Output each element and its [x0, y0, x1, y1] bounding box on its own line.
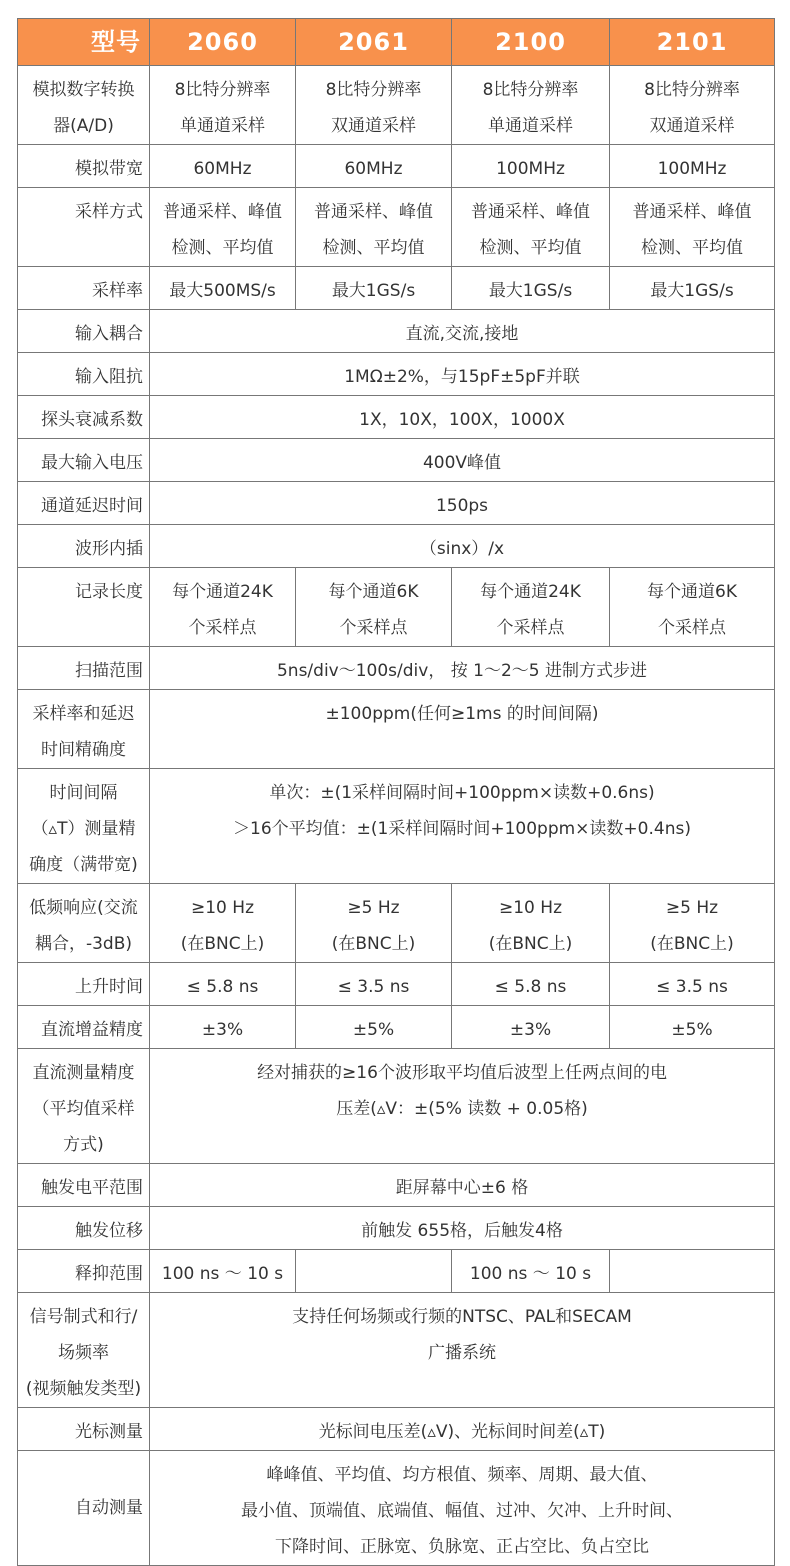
label-line: 时间间隔: [49, 783, 118, 803]
cell-line: ≥10 Hz: [499, 898, 562, 918]
cell-sample-rate-2061: 最大1GS/s: [296, 267, 452, 310]
cell-line: 最小值、顶端值、底端值、幅值、过冲、欠冲、上升时间、: [241, 1501, 683, 1521]
cell-line: (在BNC上): [488, 934, 573, 954]
label-line: 模拟数字转换: [32, 80, 135, 100]
cell-line: 支持任何场频或行频的NTSC、PAL和SECAM: [292, 1307, 632, 1327]
row-dc-gain: [18, 1006, 775, 1049]
row-dc-measure: [18, 1049, 775, 1164]
cell-bandwidth-2101: 100MHz: [610, 145, 775, 188]
header-model-2060: 2060: [150, 19, 296, 66]
cell-dc-gain-2060: ±3%: [150, 1006, 296, 1049]
cell-sampling-mode-2061: [296, 188, 452, 267]
cell-dc-gain-2100: ±3%: [452, 1006, 610, 1049]
row-max-input-voltage: [18, 439, 775, 482]
label-line: 耦合，-3dB): [34, 934, 133, 954]
cell-record-length-2061: [296, 568, 452, 647]
cell-sample-rate-2101: 最大1GS/s: [610, 267, 775, 310]
cell-line: 双通道采样: [331, 116, 416, 136]
row-trigger-offset: [18, 1207, 775, 1250]
cell-ad-2060: [150, 66, 296, 145]
cell-rise-time-2060: ≤ 5.8 ns: [150, 963, 296, 1006]
label-line: 信号制式和行/: [29, 1307, 138, 1327]
cell-line: 8比特分辨率: [325, 80, 422, 100]
cell-sweep-range: 5ns/div～100s/div， 按 1～2～5 进制方式步进: [150, 647, 775, 690]
cell-line: ＞16个平均值：±(1采样间隔时间+100ppm×读数+0.4ns): [233, 819, 691, 839]
cell-line: 单通道采样: [180, 116, 265, 136]
label-line: 时间精确度: [41, 740, 126, 760]
label-line: （平均值采样: [32, 1099, 135, 1119]
cell-line: 每个通道24K: [480, 582, 581, 602]
label-max-input-voltage: 最大输入电压: [18, 439, 150, 482]
cell-cursor: 光标间电压差(▵V)、光标间时间差(▵T): [150, 1408, 775, 1451]
header-model-2100: 2100: [452, 19, 610, 66]
cell-line: 每个通道6K: [647, 582, 737, 602]
cell-line: 8比特分辨率: [174, 80, 271, 100]
label-trigger-level: 触发电平范围: [18, 1164, 150, 1207]
cell-line: 广播系统: [428, 1343, 496, 1363]
label-line: 场频率: [58, 1343, 109, 1363]
label-cursor: 光标测量: [18, 1408, 150, 1451]
cell-low-freq-2100: [452, 884, 610, 963]
row-bandwidth: [18, 145, 775, 188]
cell-video-trigger: [150, 1293, 775, 1408]
cell-line: 单次：±(1采样间隔时间+100ppm×读数+0.6ns): [269, 783, 655, 803]
row-probe-attenuation: [18, 396, 775, 439]
row-sample-rate: [18, 267, 775, 310]
row-ad: [18, 66, 775, 145]
row-interval-accuracy: [18, 769, 775, 884]
cell-record-length-2100: [452, 568, 610, 647]
cell-dc-gain-2061: ±5%: [296, 1006, 452, 1049]
cell-sampling-mode-2101: [610, 188, 775, 267]
cell-ad-2061: [296, 66, 452, 145]
cell-rise-time-2100: ≤ 5.8 ns: [452, 963, 610, 1006]
cell-ad-2101: [610, 66, 775, 145]
label-low-freq-response: [18, 884, 150, 963]
label-dc-gain: 直流增益精度: [18, 1006, 150, 1049]
cell-rise-time-2061: ≤ 3.5 ns: [296, 963, 452, 1006]
cell-bandwidth-2061: 60MHz: [296, 145, 452, 188]
cell-probe-attenuation: 1X，10X，100X，1000X: [150, 396, 775, 439]
cell-line: (在BNC上): [650, 934, 734, 954]
cell-sample-rate-2100: 最大1GS/s: [452, 267, 610, 310]
cell-record-length-2060: [150, 568, 296, 647]
cell-channel-delay: 150ps: [150, 482, 775, 525]
header-model-label: 型号: [18, 19, 150, 66]
label-interval-accuracy: [18, 769, 150, 884]
cell-record-length-2101: [610, 568, 775, 647]
row-sweep-range: [18, 647, 775, 690]
label-line: 确度（满带宽): [29, 855, 138, 875]
cell-line: 压差(▵V：±(5% 读数 + 0.05格): [336, 1099, 588, 1119]
row-trigger-level: [18, 1164, 775, 1207]
cell-line: 个采样点: [496, 618, 565, 638]
label-interpolation: 波形内插: [18, 525, 150, 568]
label-holdoff: 释抑范围: [18, 1250, 150, 1293]
spec-table: [17, 18, 775, 1566]
label-line: 采样率和延迟: [32, 704, 135, 724]
label-line: 直流测量精度: [32, 1063, 135, 1083]
row-input-impedance: [18, 353, 775, 396]
row-video-trigger: [18, 1293, 775, 1408]
cell-sample-rate-2060: 最大500MS/s: [150, 267, 296, 310]
cell-line: (在BNC上): [180, 934, 265, 954]
header-model-2061: 2061: [296, 19, 452, 66]
cell-line: 普通采样、峰值: [314, 202, 433, 222]
header-row: [18, 19, 775, 66]
label-probe-attenuation: 探头衰减系数: [18, 396, 150, 439]
cell-line: 双通道采样: [649, 116, 735, 136]
cell-line: ≥10 Hz: [191, 898, 254, 918]
label-line: 低频响应(交流: [29, 898, 138, 918]
cell-line: 检测、平均值: [479, 238, 582, 258]
cell-rate-delay-accuracy: ±100ppm(任何≥1ms 的时间间隔): [150, 690, 775, 769]
cell-sampling-mode-2060: [150, 188, 296, 267]
cell-line: 8比特分辨率: [644, 80, 740, 100]
row-low-freq-response: [18, 884, 775, 963]
label-bandwidth: 模拟带宽: [18, 145, 150, 188]
label-input-impedance: 输入阻抗: [18, 353, 150, 396]
cell-ad-2100: [452, 66, 610, 145]
label-dc-measure: [18, 1049, 150, 1164]
cell-line: 下降时间、正脉宽、负脉宽、正占空比、负占空比: [275, 1537, 649, 1557]
cell-line: 单通道采样: [488, 116, 573, 136]
label-line: 方式): [63, 1135, 104, 1155]
cell-line: 个采样点: [188, 618, 257, 638]
cell-input-impedance: 1MΩ±2%，与15pF±5pF并联: [150, 353, 775, 396]
cell-trigger-offset: 前触发 655格，后触发4格: [150, 1207, 775, 1250]
row-sampling-mode: [18, 188, 775, 267]
label-channel-delay: 通道延迟时间: [18, 482, 150, 525]
label-rise-time: 上升时间: [18, 963, 150, 1006]
label-trigger-offset: 触发位移: [18, 1207, 150, 1250]
cell-dc-measure: [150, 1049, 775, 1164]
label-record-length: 记录长度: [18, 568, 150, 647]
cell-line: 峰峰值、平均值、均方根值、频率、周期、最大值、: [266, 1465, 658, 1485]
cell-auto-measure: [150, 1451, 775, 1566]
cell-line: (在BNC上): [331, 934, 416, 954]
label-line: (视频触发类型): [25, 1379, 142, 1399]
label-sample-rate: 采样率: [18, 267, 150, 310]
cell-low-freq-2060: [150, 884, 296, 963]
cell-line: 个采样点: [339, 618, 408, 638]
label-rate-delay-accuracy: [18, 690, 150, 769]
cell-line: 每个通道6K: [328, 582, 419, 602]
cell-holdoff-2061: [296, 1250, 452, 1293]
cell-interpolation: （sinx）/x: [150, 525, 775, 568]
row-holdoff: [18, 1250, 775, 1293]
cell-rise-time-2101: ≤ 3.5 ns: [610, 963, 775, 1006]
cell-holdoff-2060: 100 ns ～ 10 s: [150, 1250, 296, 1293]
cell-line: 普通采样、峰值: [471, 202, 590, 222]
label-input-coupling: 输入耦合: [18, 310, 150, 353]
label-sweep-range: 扫描范围: [18, 647, 150, 690]
cell-dc-gain-2101: ±5%: [610, 1006, 775, 1049]
cell-line: 检测、平均值: [641, 238, 743, 258]
label-sampling-mode: 采样方式: [18, 188, 150, 267]
cell-bandwidth-2060: 60MHz: [150, 145, 296, 188]
cell-holdoff-2101: [610, 1250, 775, 1293]
cell-max-input-voltage: 400V峰值: [150, 439, 775, 482]
cell-low-freq-2101: [610, 884, 775, 963]
row-rate-delay-accuracy: [18, 690, 775, 769]
row-input-coupling: [18, 310, 775, 353]
cell-line: ≥5 Hz: [665, 898, 719, 918]
row-auto-measure: [18, 1451, 775, 1566]
label-ad: [18, 66, 150, 145]
cell-line: 每个通道24K: [172, 582, 273, 602]
header-model-2101: 2101: [610, 19, 775, 66]
cell-line: 8比特分辨率: [482, 80, 579, 100]
row-interpolation: [18, 525, 775, 568]
cell-line: 检测、平均值: [322, 238, 425, 258]
cell-trigger-level: 距屏幕中心±6 格: [150, 1164, 775, 1207]
cell-low-freq-2061: [296, 884, 452, 963]
label-auto-measure: 自动测量: [18, 1451, 150, 1566]
row-record-length: [18, 568, 775, 647]
cell-line: ≥5 Hz: [347, 898, 400, 918]
cell-line: 普通采样、峰值: [632, 202, 752, 222]
label-line: （▵T）测量精: [31, 819, 136, 839]
row-rise-time: [18, 963, 775, 1006]
label-video-trigger: [18, 1293, 150, 1408]
cell-input-coupling: 直流,交流,接地: [150, 310, 775, 353]
cell-interval-accuracy: [150, 769, 775, 884]
cell-line: 检测、平均值: [171, 238, 274, 258]
cell-line: 个采样点: [658, 618, 726, 638]
label-line: 器(A/D): [53, 116, 114, 136]
cell-line: 经对捕获的≥16个波形取平均值后波型上任两点间的电: [257, 1063, 667, 1083]
cell-sampling-mode-2100: [452, 188, 610, 267]
row-channel-delay: [18, 482, 775, 525]
cell-bandwidth-2100: 100MHz: [452, 145, 610, 188]
cell-line: 普通采样、峰值: [163, 202, 282, 222]
cell-holdoff-2100: 100 ns ～ 10 s: [452, 1250, 610, 1293]
